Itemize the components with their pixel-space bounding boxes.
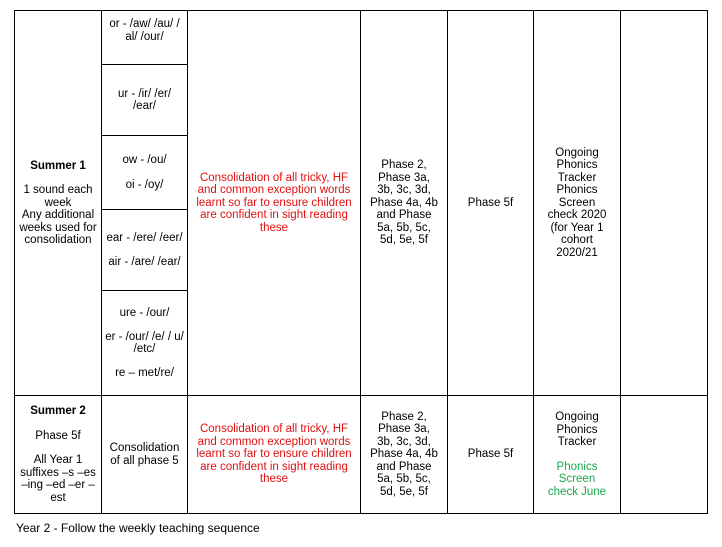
sound-ure: ure - /our/ [119, 307, 170, 319]
summer2-phase-label: Phase 5f [35, 429, 81, 442]
summer1-desc-line: 1 sound each [23, 184, 93, 196]
summer2-suffixes: All Year 1 suffixes –s –es –ing –ed –er – est [20, 454, 96, 504]
summer1-desc-line: weeks used for [19, 221, 97, 234]
summer1-phase: Phase 5f [448, 11, 534, 396]
summer1-empty-cell [621, 11, 708, 396]
summer2-assessment-cell [534, 396, 621, 514]
sound-cell-ow-oi [102, 136, 188, 210]
summer1-assessment: Ongoing Phonics Tracker Phonics Screen check 2020 (for Year 1 cohort 2020/21 [534, 11, 621, 396]
sound-or: or - /aw/ /au/ / al/ /our/ [109, 18, 180, 43]
phonics-plan-table [14, 10, 708, 514]
sound-oi: oi - /oy/ [125, 178, 164, 191]
summer2-phases-reading: Phase 2, Phase 3a, 3b, 3c, 3d, Phase 4a, 4b and Phase 5a, 5b, 5c, 5d, 5e, 5f [361, 396, 448, 514]
summer1-desc-line: consolidation [24, 234, 92, 246]
summer1-desc-line: Any additional [21, 209, 95, 221]
sound-cell-ear-air [102, 210, 188, 291]
summer1-desc-line: week [44, 196, 72, 209]
sound-cell-ure-er-re [102, 291, 188, 396]
summer1-phases-reading: Phase 2, Phase 3a, 3b, 3c, 3d, Phase 4a, 4b and Phase 5a, 5b, 5c, 5d, 5e, 5f [361, 11, 448, 396]
summer1-consolidation: Consolidation of all tricky, HF and common exception words learnt so far to ensure children are confident in sight reading these [188, 11, 361, 396]
summer2-consolidation: Consolidation of all tricky, HF and common exception words learnt so far to ensure children are confident in sight reading these [188, 396, 361, 514]
sound-ur: ur - /ir/ /er/ /ear/ [117, 87, 172, 112]
sound-cell-or [102, 11, 188, 65]
sound-cell-ur [102, 65, 188, 136]
summer2-assessment: Ongoing Phonics Tracker [555, 411, 599, 448]
footer-note: Year 2 - Follow the weekly teaching sequence [16, 521, 260, 535]
summer2-screen-check: Phonics Screen check June [547, 460, 607, 498]
sound-er: er - /our/ /e/ / u/ /etc/ [105, 330, 184, 355]
sound-ow: ow - /ou/ [122, 154, 167, 166]
summer2-term-cell [15, 396, 102, 514]
summer2-sounds: Consolidation of all phase 5 [102, 396, 188, 514]
sound-re: re – met/re/ [115, 366, 174, 379]
summer1-term-cell [15, 11, 102, 396]
summer2-title: Summer 2 [30, 405, 86, 417]
summer2-empty-cell [621, 396, 708, 514]
summer2-phase: Phase 5f [448, 396, 534, 514]
summer1-title: Summer 1 [30, 159, 86, 172]
sound-air: air - /are/ /ear/ [108, 256, 181, 268]
sound-ear: ear - /ere/ /eer/ [106, 231, 183, 244]
